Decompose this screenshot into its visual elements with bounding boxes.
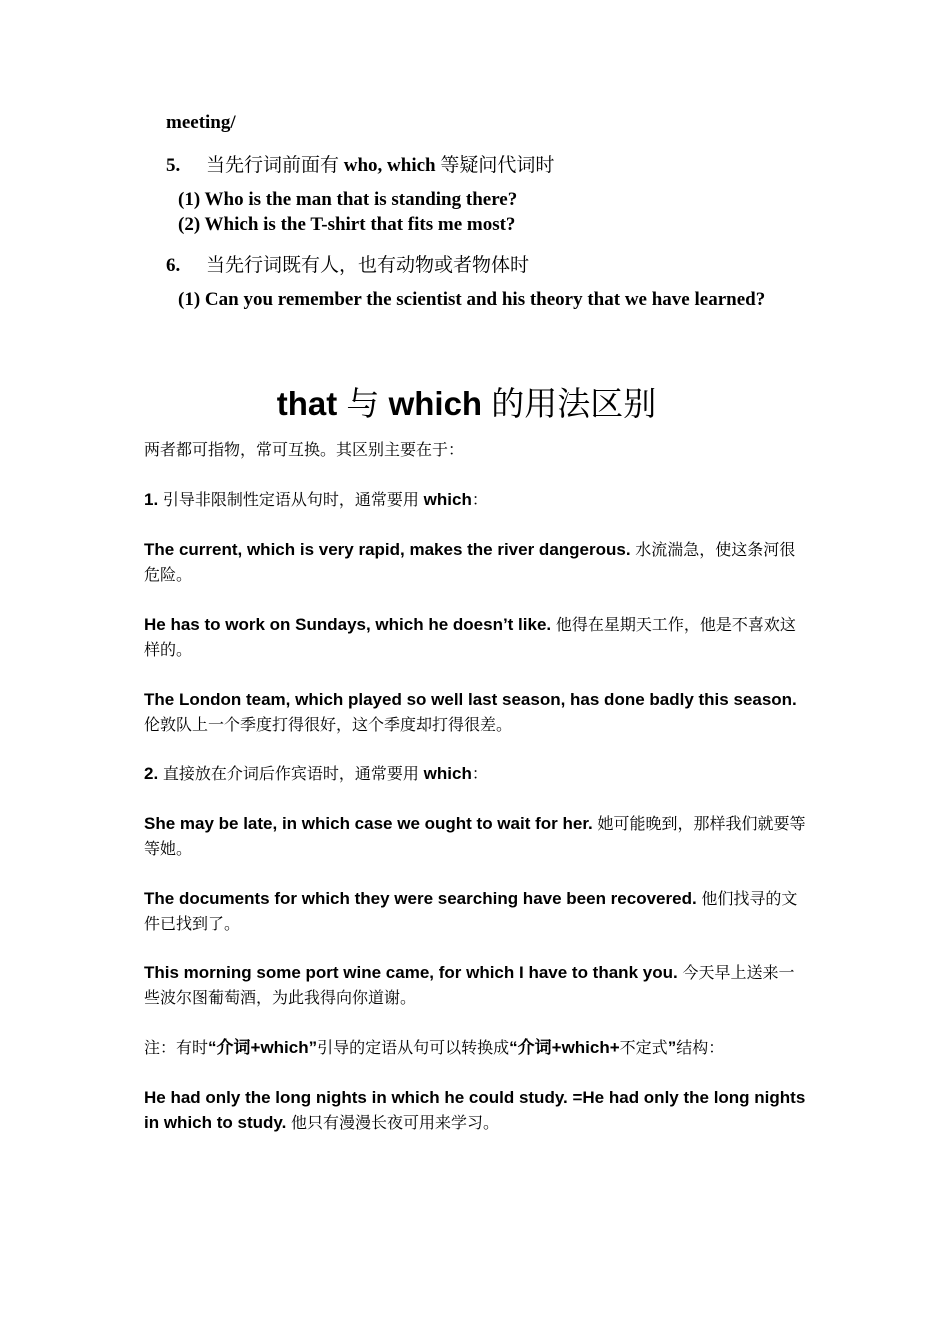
rule-2-example-2 (144, 886, 808, 936)
example-zh: 她可能晚到，那样我们就要等等她。 (144, 814, 806, 858)
example-zh: 他只有漫漫长夜可用来学习。 (291, 1113, 500, 1132)
rule-1 (144, 487, 808, 512)
example-en: He had only the long nights in which he could study. =He had only the long nights in which to study. (144, 1088, 806, 1132)
rule-1-example-3 (144, 687, 808, 737)
rule-1-example-1 (144, 537, 808, 587)
rule-2-keyword: which (423, 764, 472, 783)
item-6-text: 当先行词既有人，也有动物或者物体时 (206, 254, 530, 276)
title-yu: 与 (346, 384, 380, 423)
continuation-text: meeting/ (166, 112, 236, 133)
rule-1-colon: ： (471, 490, 488, 509)
note-bold: +which+ (551, 1038, 620, 1057)
rule-1-text: 引导非限制性定语从句时，通常要用 (162, 490, 419, 509)
rule-2-number: 2. (144, 764, 159, 783)
item-5-example-1: (1) Who is the man that is standing there? (178, 189, 518, 210)
rule-2-text: 直接放在介词后作宾语时，通常要用 (162, 764, 419, 783)
rule-2-colon: ： (471, 764, 488, 783)
example-en: The London team, which played so well last season, has done badly this season. (144, 690, 797, 709)
example-en: This morning some port wine came, for which I have to thank you. (144, 963, 678, 982)
example-zh: 水流湍急，使这条河很危险。 (144, 540, 796, 584)
note-part: 不定式 (619, 1038, 668, 1057)
title-suffix: 的用法区别 (491, 384, 657, 423)
note-part: 注：有时 (144, 1038, 209, 1057)
item-5-number: 5. (166, 155, 181, 176)
title-which: which (388, 385, 483, 422)
rule-2 (144, 761, 808, 786)
example-en: He has to work on Sundays, which he doesn’t like. (144, 615, 552, 634)
item-6-number: 6. (166, 255, 181, 276)
rule-1-number: 1. (144, 490, 159, 509)
section-title (0, 378, 933, 425)
item-5 (166, 150, 554, 177)
intro-text: 两者都可指物，常可互换。其区别主要在于： (144, 440, 465, 459)
item-5-suffix: 等疑问代词时 (440, 154, 555, 176)
example-en: The documents for which they were searching have been recovered. (144, 889, 697, 908)
note-part: 引导的定语从句可以转换成 (317, 1038, 510, 1057)
example-en: She may be late, in which case we ought to wait for her. (144, 814, 593, 833)
rule-2-example-3 (144, 960, 808, 1010)
note-quote: “介词 (509, 1038, 552, 1057)
item-6 (166, 250, 529, 277)
intro-paragraph (144, 437, 808, 462)
rule-2-example-1 (144, 811, 808, 861)
example-en: The current, which is very rapid, makes the river dangerous. (144, 540, 631, 559)
rule-1-example-2 (144, 612, 808, 662)
note-quote: ” (308, 1038, 318, 1057)
example-zh: 他们找寻的文件已找到了。 (144, 889, 798, 933)
item-5-keywords: who, which (343, 155, 436, 176)
note-quote: “介词 (208, 1038, 251, 1057)
note-paragraph (144, 1035, 824, 1060)
rule-1-keyword: which (423, 490, 472, 509)
final-example (144, 1085, 808, 1135)
example-zh: 今天早上送来一些波尔图葡萄酒，为此我得向你道谢。 (144, 963, 795, 1007)
item-6-example: (1) Can you remember the scientist and his theory that we have learned? (178, 289, 766, 310)
example-zh: 他得在星期天工作，他是不喜欢这样的。 (144, 615, 796, 659)
note-bold: +which (250, 1038, 309, 1057)
title-that: that (276, 385, 338, 422)
item-5-prefix: 当先行词前面有 (206, 154, 340, 176)
note-part: 结构： (676, 1038, 725, 1057)
note-quote: ” (667, 1038, 677, 1057)
item-5-example-2: (2) Which is the T-shirt that fits me most? (178, 214, 516, 235)
example-zh: 伦敦队上一个季度打得很好，这个季度却打得很差。 (144, 715, 513, 734)
